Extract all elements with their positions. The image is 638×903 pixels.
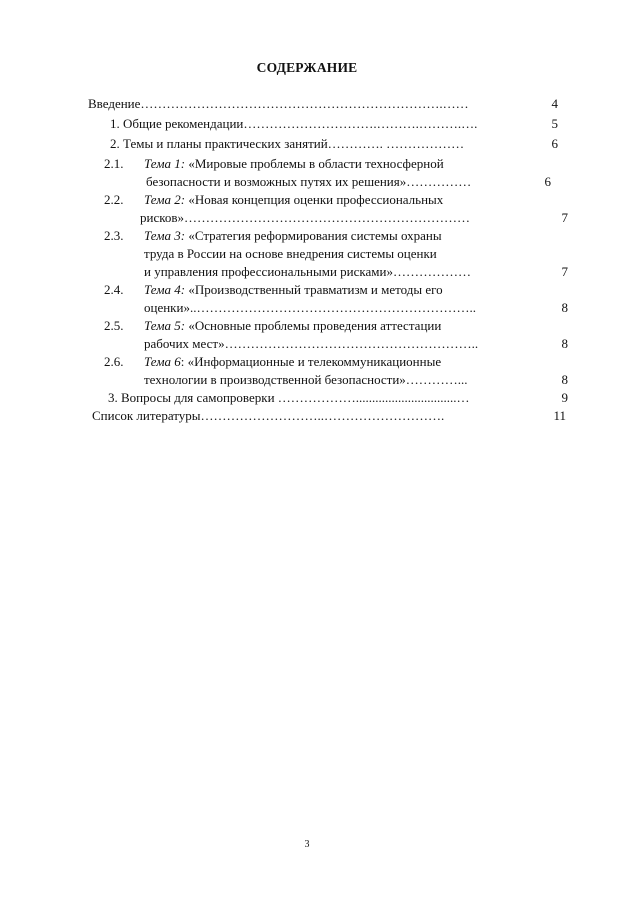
toc-entry-number: 2.3. [104, 228, 124, 243]
toc-topic-label: Тема 1: [144, 156, 186, 171]
toc-page-number: 6 [544, 174, 551, 189]
toc-topic-label: Тема 5: [144, 318, 186, 333]
toc-entry-text: рисков»………………………………………………………… [140, 210, 471, 225]
toc-entry-references[interactable] [92, 406, 568, 426]
toc-page-number: 5 [551, 116, 558, 131]
toc-entry-topic-5-cont[interactable] [144, 334, 568, 354]
toc-entry-number: 2.6. [104, 354, 124, 369]
toc-entry-text: «Производственный травматизм и методы его [185, 282, 443, 297]
toc-page-number: 4 [551, 96, 558, 111]
toc-page-number: 8 [561, 336, 568, 351]
toc-entry-text: рабочих мест»………………………………………………….. [144, 336, 479, 351]
toc-entry-text: «Стратегия реформирования системы охраны [185, 228, 442, 243]
toc-entry-topic-4[interactable] [104, 280, 568, 300]
toc-entry-topic-2[interactable] [104, 190, 568, 210]
toc-entry-text: безопасности и возможных путях их решения»…………… [146, 174, 472, 189]
toc-entry-topic-4-cont[interactable] [144, 298, 568, 318]
toc-page-number: 8 [561, 300, 568, 315]
toc-page-number: 8 [561, 372, 568, 387]
toc-entry-number: 2.5. [104, 318, 124, 333]
toc-entry-number: 2.2. [104, 192, 124, 207]
toc-entry-number: 2.1. [104, 156, 124, 171]
toc-page-number: 9 [561, 390, 568, 405]
toc-entry-text: : «Информационные и телекоммуникационные [180, 354, 442, 369]
toc-entry-topic-3[interactable] [104, 226, 568, 246]
toc-topic-label: Тема 4: [144, 282, 186, 297]
toc-entry-text: «Основные проблемы проведения аттестации [185, 318, 442, 333]
toc-entry-topics-plans[interactable] [110, 134, 568, 154]
toc-topic-label: Тема 6 [144, 354, 181, 369]
page-title: СОДЕРЖАНИЕ [256, 60, 358, 75]
toc-entry-text: Список литературы………………………..………………………. [92, 408, 445, 423]
page-number-footer: 3 [304, 839, 310, 850]
toc-entry-text: 1. Общие рекомендации………………………….……….……….…. [110, 116, 478, 131]
toc-entry-topic-3-cont-2[interactable] [144, 262, 568, 282]
toc-entry-general-recommendations[interactable] [110, 114, 568, 134]
toc-entry-topic-2-cont[interactable] [140, 208, 568, 228]
toc-entry-text: оценки»..……………………………………………………….. [144, 300, 476, 315]
toc-entry-number: 2.4. [104, 282, 124, 297]
toc-entry-topic-3-cont-1[interactable] [144, 244, 568, 264]
toc-entry-topic-6[interactable] [104, 352, 568, 372]
toc-entry-text: и управления профессиональными рисками»……………… [144, 264, 471, 279]
toc-page-number: 6 [551, 136, 558, 151]
toc-entry-self-check-questions[interactable] [108, 388, 568, 408]
toc-entry-intro[interactable] [88, 94, 568, 114]
toc-page-number: 11 [553, 408, 566, 423]
toc-entry-topic-1-cont[interactable] [146, 172, 568, 192]
toc-entry-text: труда в России на основе внедрения системы оценки [144, 246, 437, 261]
toc-entry-topic-5[interactable] [104, 316, 568, 336]
toc-entry-topic-1[interactable] [104, 154, 568, 174]
toc-entry-text: Введение…………………………………………………………….…… [88, 96, 469, 111]
toc-topic-label: Тема 3: [144, 228, 186, 243]
toc-topic-label: Тема 2: [144, 192, 186, 207]
toc-entry-topic-6-cont[interactable] [144, 370, 568, 390]
toc-entry-text: технологии в производственной безопасности»…………... [144, 372, 468, 387]
toc-entry-text: 3. Вопросы для самопроверки ………………...............................… [108, 390, 470, 405]
toc-entry-text: 2. Темы и планы практических занятий…………. ……………… [110, 136, 465, 151]
toc-page-number: 7 [561, 210, 568, 225]
toc-entry-text: «Новая концепция оценки профессиональных [185, 192, 444, 207]
toc-page-number: 7 [561, 264, 568, 279]
toc-entry-text: «Мировые проблемы в области техносферной [185, 156, 444, 171]
